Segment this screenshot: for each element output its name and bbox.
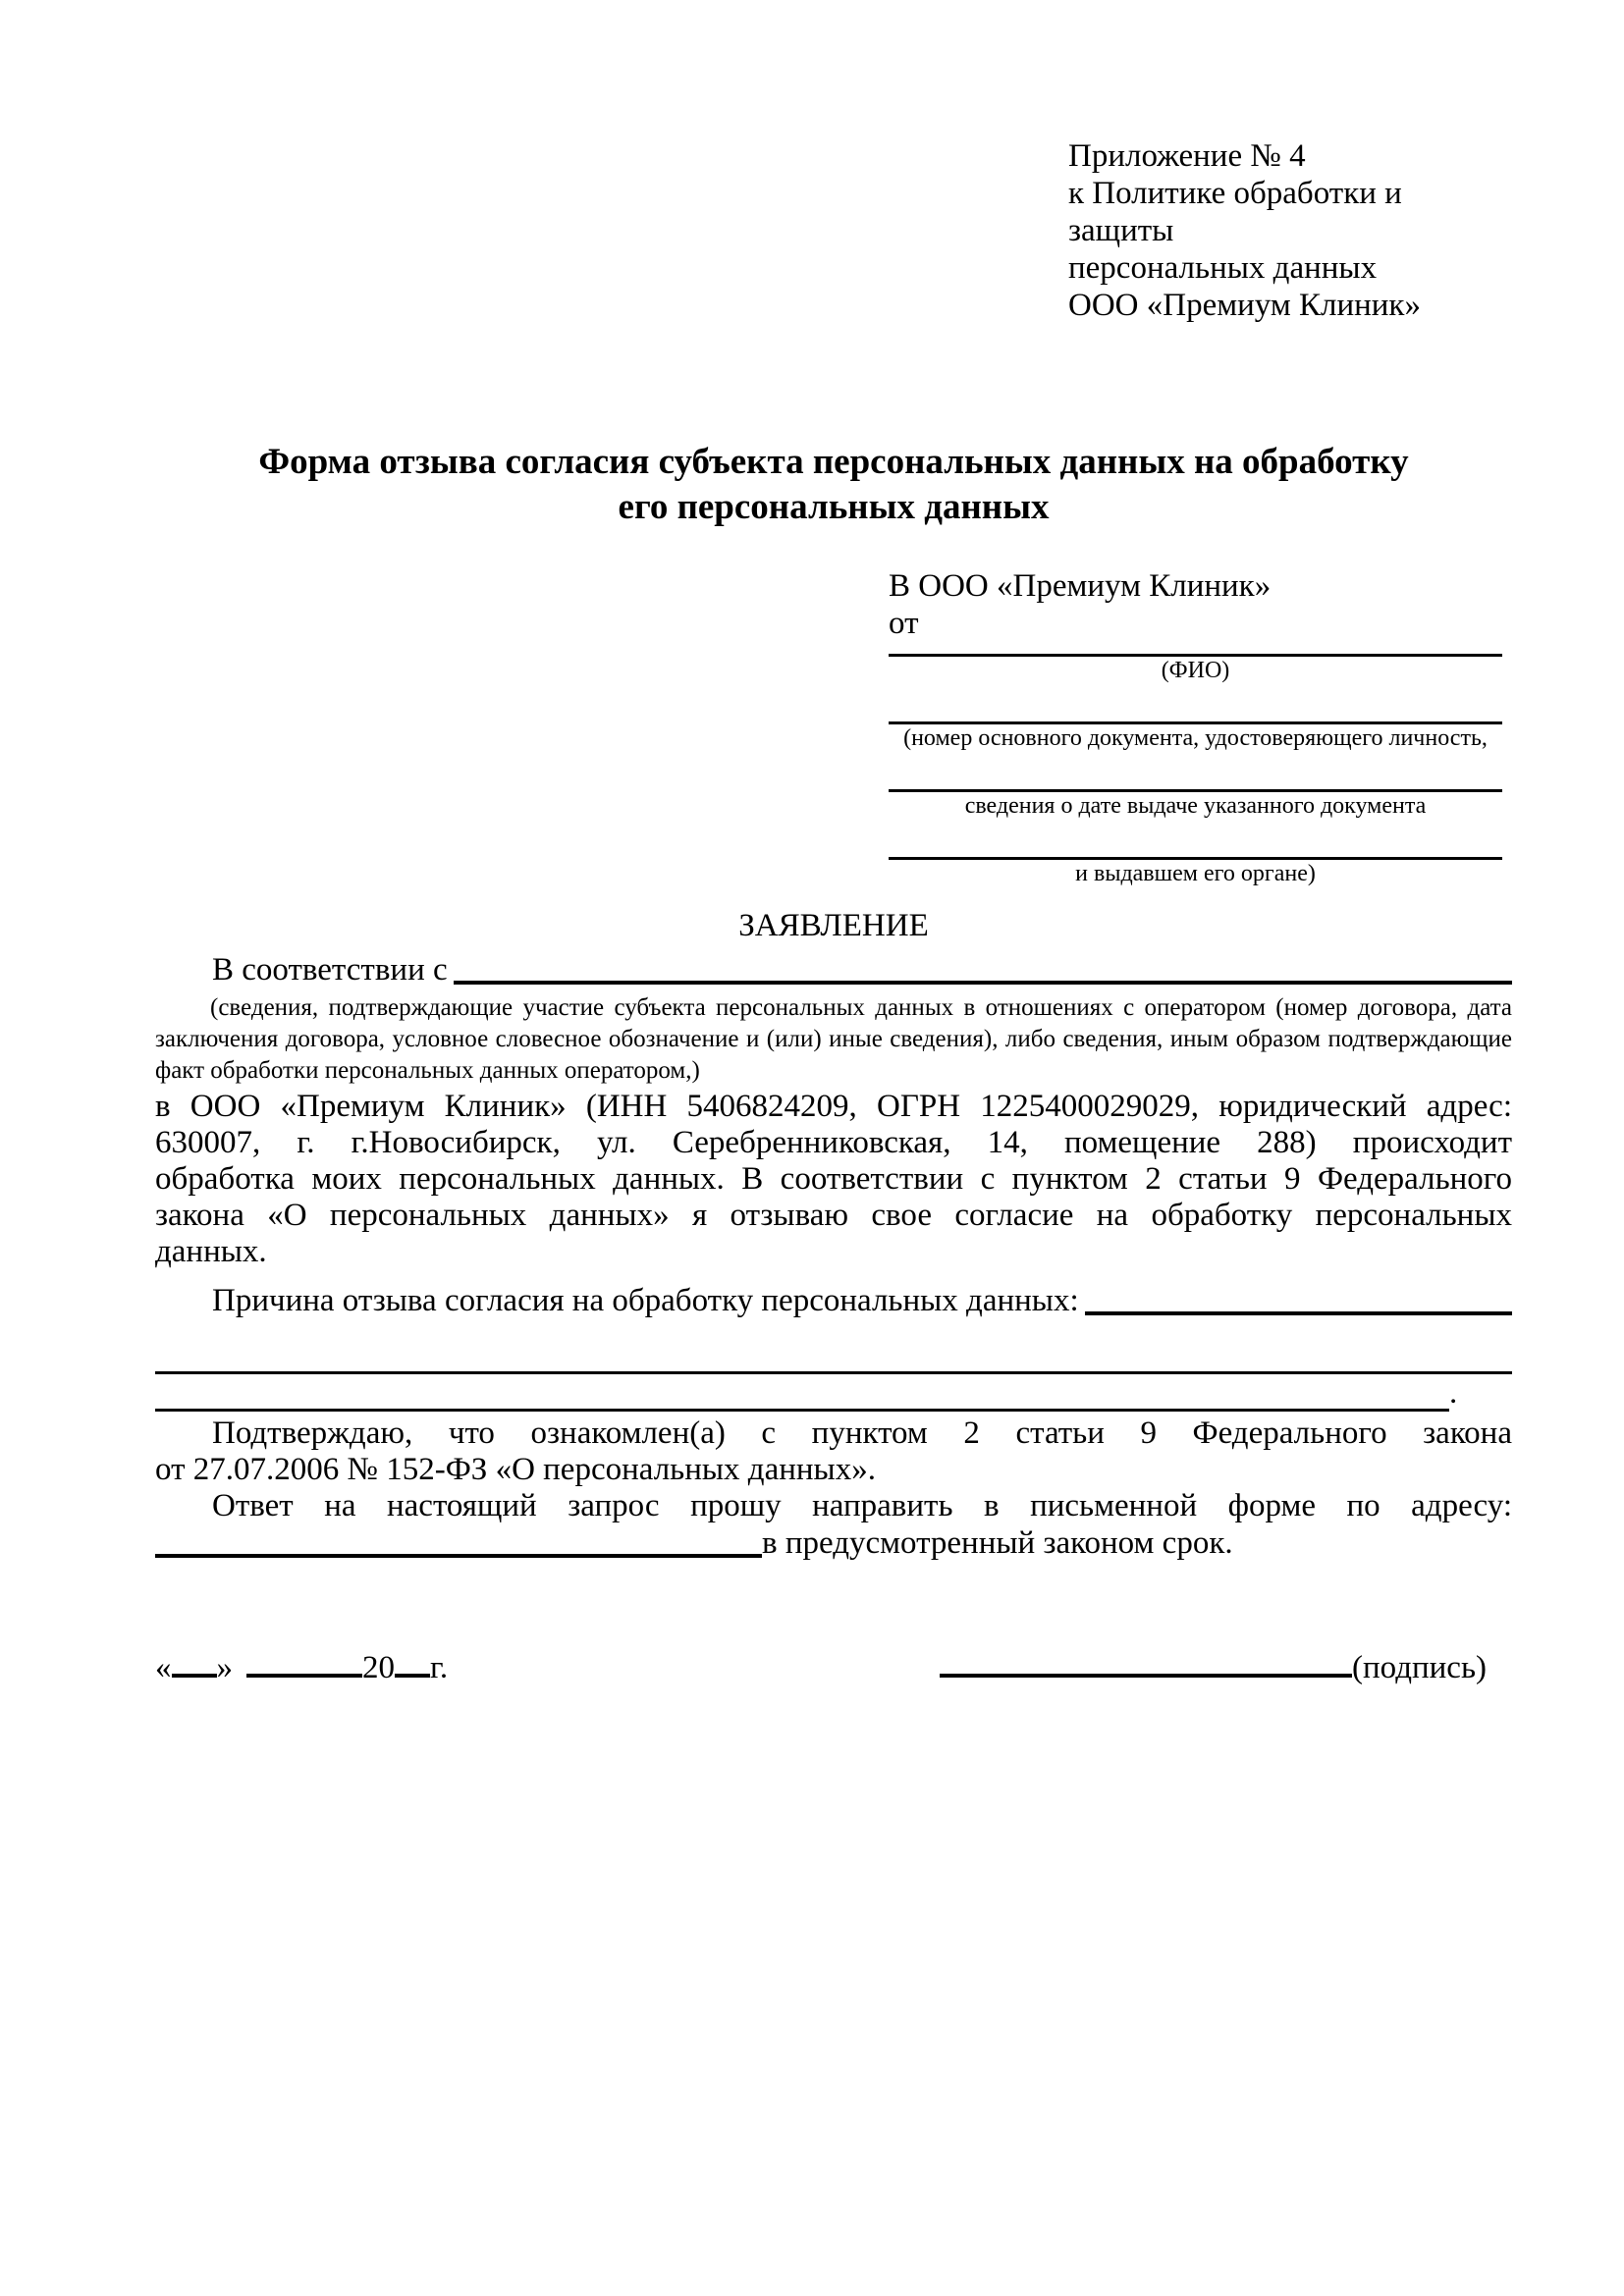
footer-row [155,1648,1512,1687]
year-suffix-label: г. [430,1650,449,1685]
reason-extra-line-2[interactable] [155,1378,1449,1412]
reply-tail-text: в предусмотренный законом срок. [762,1525,1233,1561]
basis-row [155,951,1512,988]
confirmation-text [155,1415,1512,1488]
appendix-line: ООО «Премиум Клиник» [1068,288,1421,323]
statement-body-line: в ООО «Премиум Клиник» (ИНН 5406824209, ОГРН 1225400029029, юридический адрес: [155,1089,1512,1124]
form-title [155,440,1512,530]
basis-note: (сведения, подтверждающие участие субъекта персональных данных в отношениях с оператором (номер договора, дата заключения договора, условное словесное обозначение и (или) иные сведения), либо сведения, иным образом подтверждающие факт обработки персональных данных оператором,) [155,994,1512,1084]
form-title-line: Форма отзыва согласия субъекта персональных данных на обработку [258,442,1409,482]
doc-date-caption: сведения о дате выдаче указанного документа [964,793,1427,819]
doc-issuer-caption: и выдавшем его органе) [1075,861,1316,886]
doc-date-field-line[interactable] [889,753,1502,792]
reply-request-text: Ответ на настоящий запрос прошу направить в письменной форме по адресу: [212,1488,1512,1523]
addressee-from-label: от [889,606,919,641]
address-field-line[interactable] [155,1548,762,1558]
form-title-line: его персональных данных [618,487,1050,527]
statement-body-line: данных. [155,1234,267,1269]
confirmation-line: Подтверждаю, что ознакомлен(а) с пунктом 2 статьи 9 Федерального закона [212,1415,1512,1451]
year-prefix: 20 [362,1650,395,1685]
statement-body-line: 630007, г. г.Новосибирск, ул. Серебренниковская, 14, помещение 288) происходит [155,1125,1512,1160]
appendix-line: персональных данных [1068,250,1378,286]
addressee-block [889,567,1502,888]
statement-body-line: обработка моих персональных данных. В соответствии с пунктом 2 статьи 9 Федерального [155,1161,1512,1197]
statement-heading: ЗАЯВЛЕНИЕ [738,908,929,943]
reply-row [155,1524,1512,1562]
doc-number-caption: (номер основного документа, удостоверяющего личность, [903,725,1488,751]
appendix-line: Приложение № 4 [1068,138,1306,174]
day-quote-close: » [216,1650,233,1685]
basis-label: В соответствии с [212,952,448,988]
day-field-line[interactable] [172,1652,217,1678]
doc-number-field-line[interactable] [889,685,1502,724]
appendix-header [1068,137,1512,324]
fio-field-line[interactable] [889,642,1502,657]
addressee-org: В ООО «Премиум Клиник» [889,568,1272,604]
confirmation-line: от 27.07.2006 № 152-ФЗ «О персональных данных». [155,1452,876,1487]
reason-label: Причина отзыва согласия на обработку персональных данных: [212,1283,1079,1318]
signature-caption: (подпись) [1352,1650,1487,1685]
statement-body-line: закона «О персональных данных» я отзываю свое согласие на обработку персональных [155,1198,1512,1233]
date-group [155,1648,448,1687]
reason-extra-line-2-row [155,1374,1512,1412]
reason-row [155,1282,1512,1319]
month-field-line[interactable] [246,1652,362,1678]
year-field-line[interactable] [395,1652,430,1678]
basis-field-line[interactable] [454,975,1512,985]
day-quote-open: « [155,1650,172,1685]
sentence-period: . [1449,1375,1458,1411]
appendix-line: к Политике обработки и защиты [1068,176,1402,248]
signature-field-line[interactable] [940,1652,1352,1678]
reason-field-line[interactable] [1085,1306,1512,1315]
reason-extra-line-1[interactable] [155,1319,1512,1374]
statement-body [155,1089,1512,1270]
signature-group [940,1648,1487,1687]
doc-issuer-field-line[interactable] [889,821,1502,860]
fio-caption: (ФИО) [1161,658,1230,683]
